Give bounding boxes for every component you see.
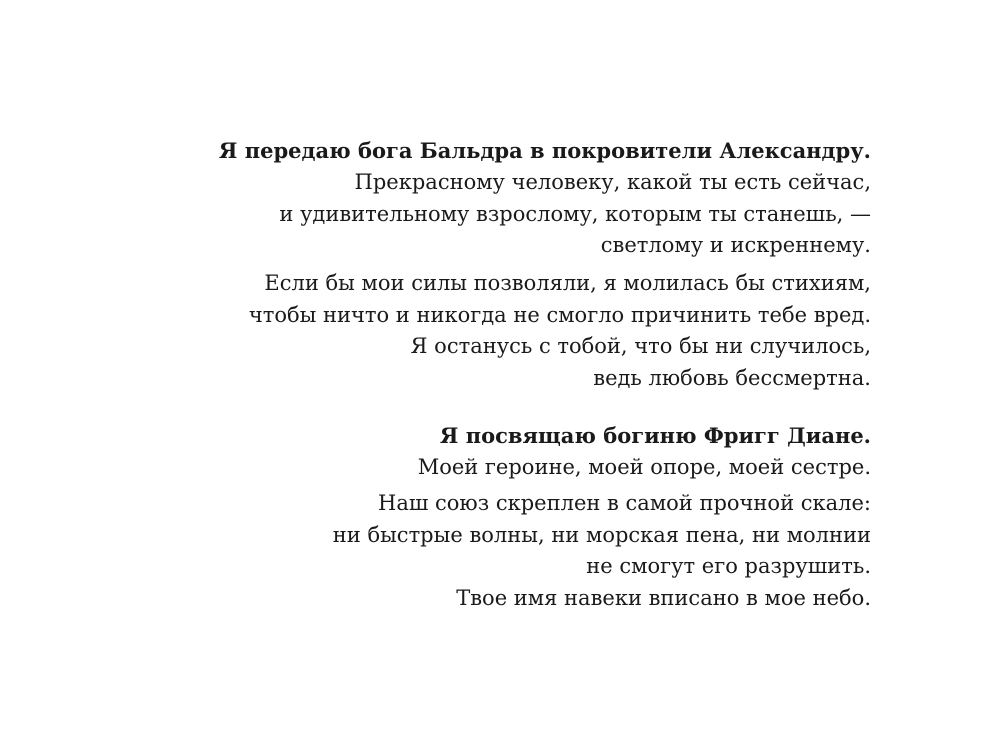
dedication-1-prayer-line-4: ведь любовь бессмертна. [593, 365, 871, 390]
dedication-2-heading-line: Я посвящаю богиню Фригг Диане. [439, 423, 871, 448]
dedication-2-pledge-line-4: Твое имя навеки вписано в мое небо. [456, 585, 871, 610]
dedication-2-body-line-1: Моей героине, моей опоре, моей сестре. [417, 455, 871, 479]
dedication-2-pledge [171, 488, 871, 614]
dedication-1-prayer [171, 268, 871, 394]
dedication-1-body [171, 167, 871, 262]
dedication-2-body [171, 452, 871, 484]
dedication-1-heading-line: Я передаю бога Бальдра в покровители Александру. [218, 138, 871, 163]
dedication-1-prayer-line-1: Если бы мои силы позволяли, я молилась бы стихиям, [264, 271, 871, 295]
dedication-2-pledge-line-1: Наш союз скреплен в самой прочной скале: [378, 491, 871, 515]
dedication-1-body-line-1: Прекрасному человеку, какой ты есть сейчас, [354, 170, 871, 194]
dedication-1-prayer-line-2: чтобы ничто и никогда не смогло причинить тебе вред. [248, 302, 871, 327]
dedication-2-heading [171, 420, 871, 452]
dedication-2-pledge-line-3: не смогут его разрушить. [586, 554, 871, 578]
dedication-1-prayer-line-3: Я останусь с тобой, что бы ни случилось, [410, 334, 871, 358]
dedication-2-pledge-line-2: ни быстрые волны, ни морская пена, ни молнии [332, 522, 871, 547]
dedication-1-body-line-2: и удивительному взрослому, которым ты станешь, — [279, 201, 871, 226]
dedication-1-heading [171, 135, 871, 167]
dedication-1-body-line-3: светлому и искреннему. [600, 233, 871, 257]
